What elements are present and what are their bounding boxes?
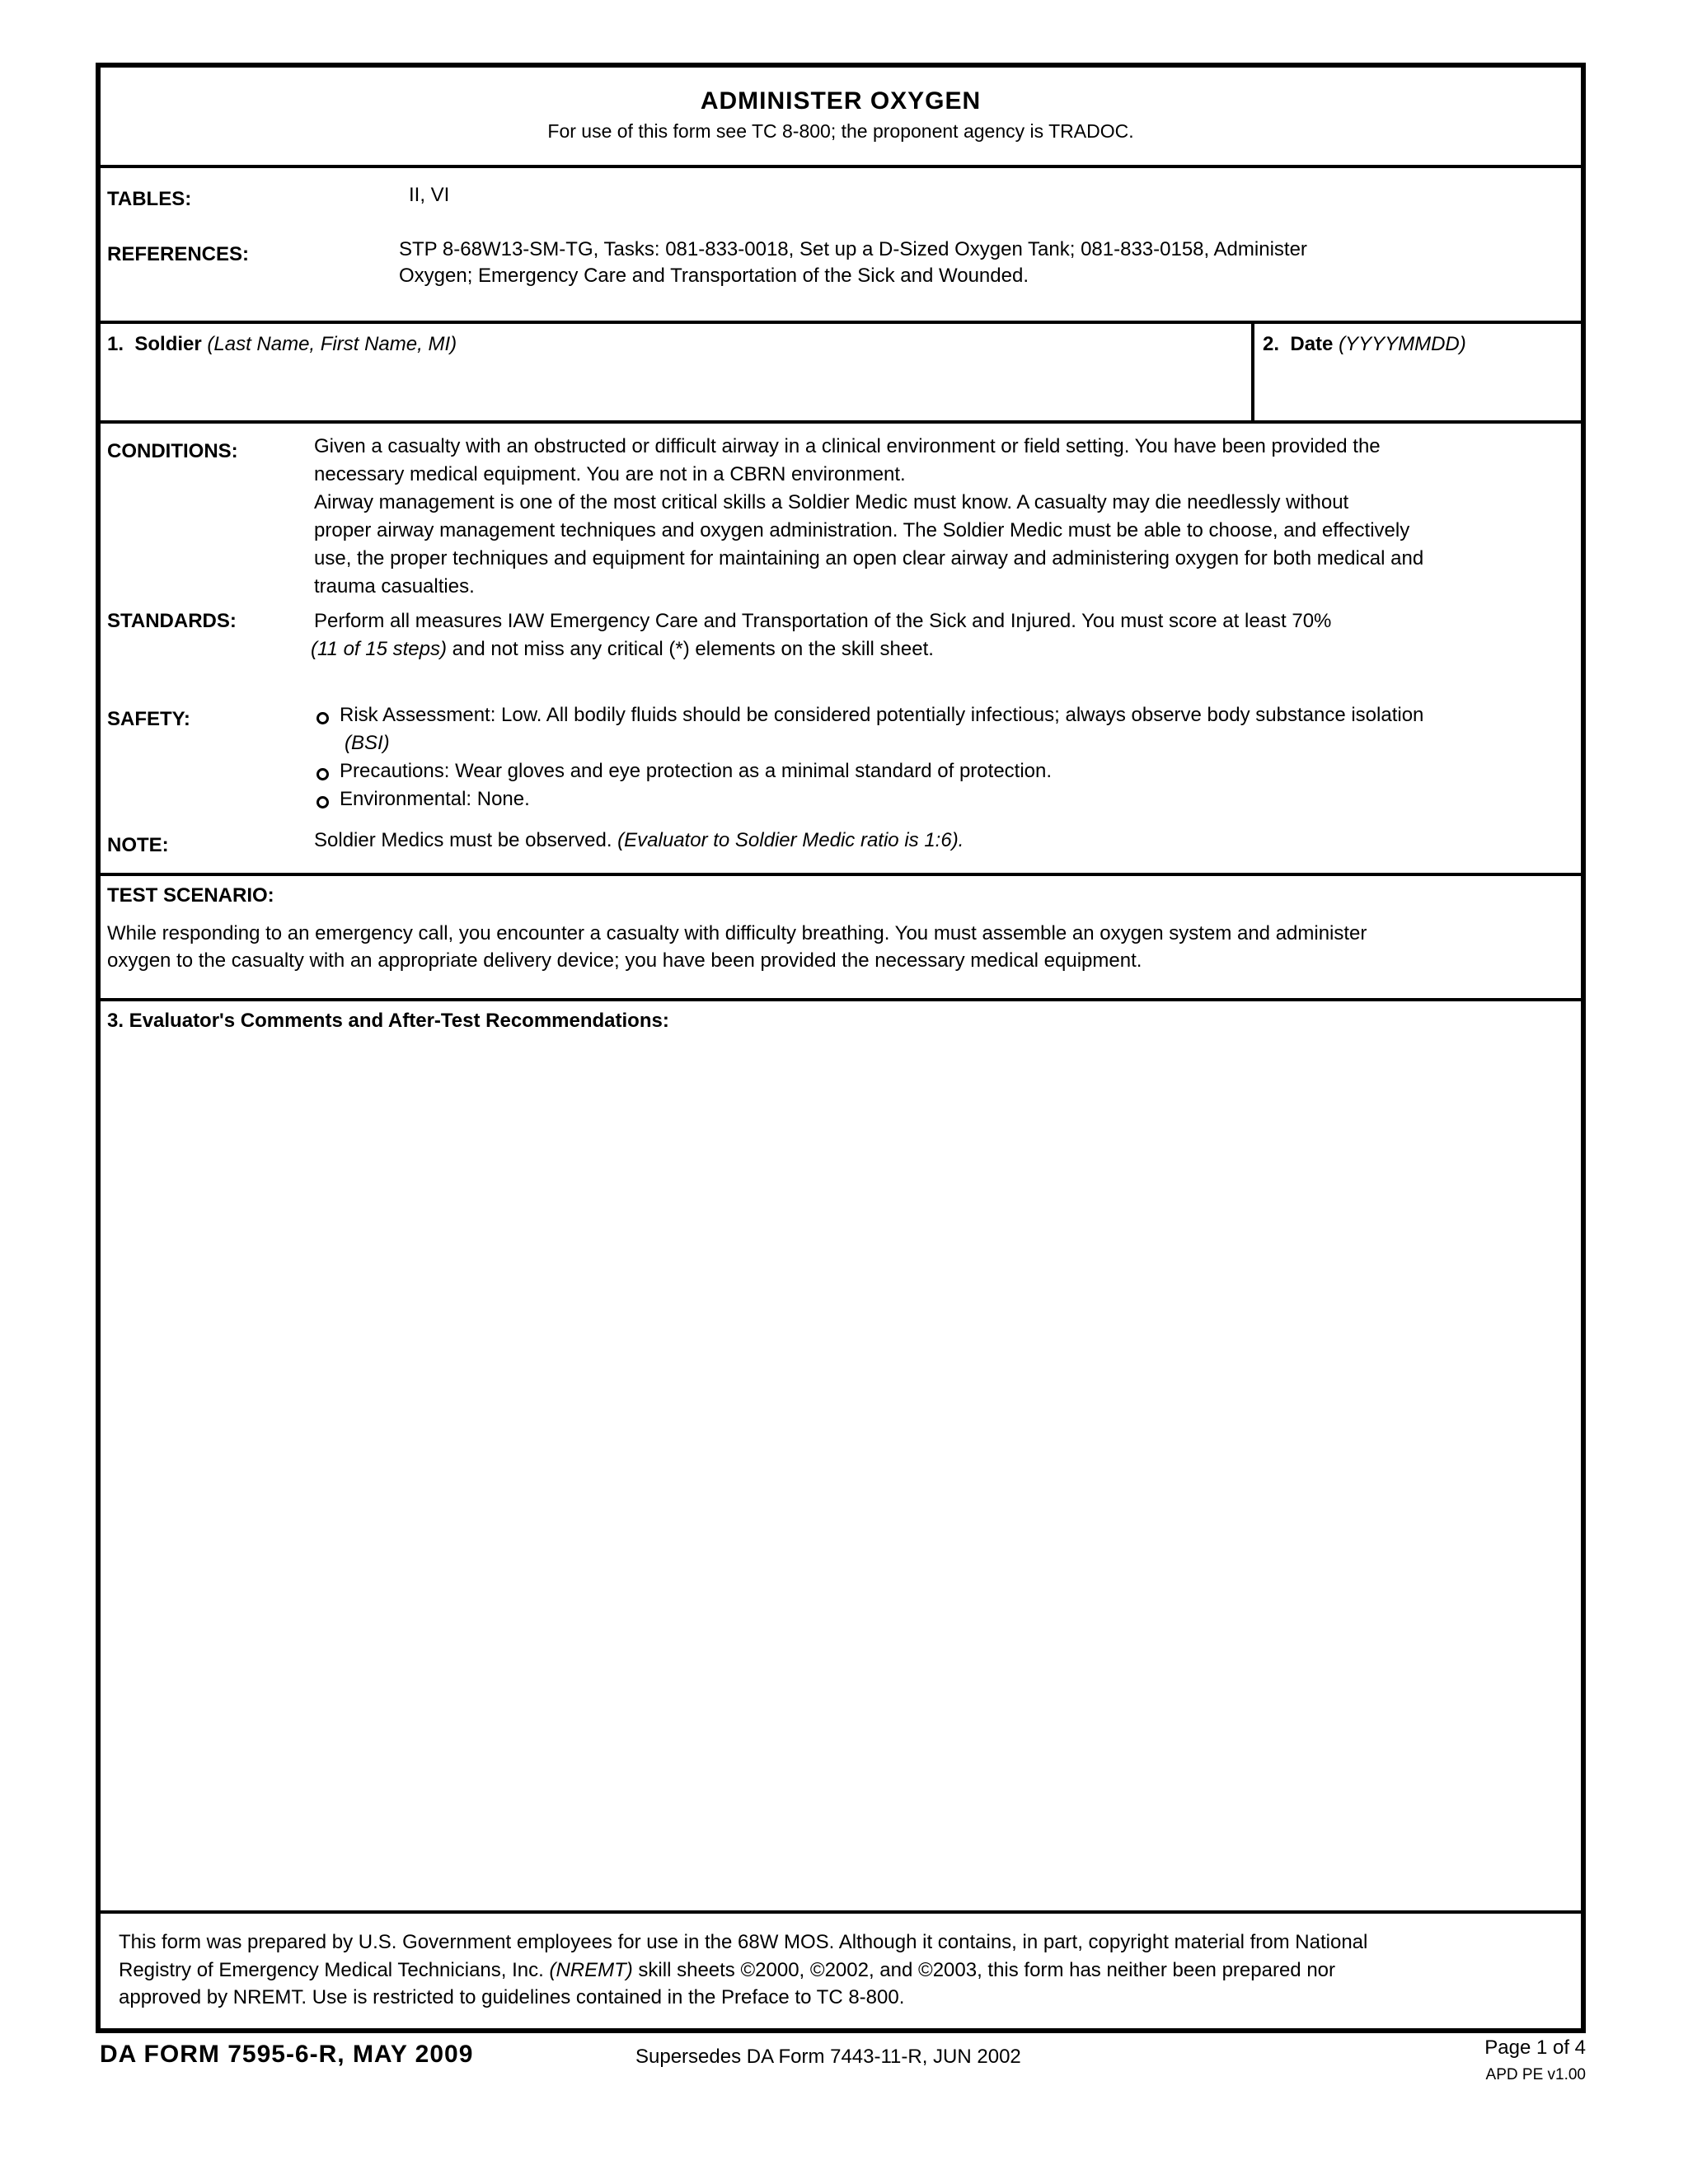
page-number: Page 1 of 4 bbox=[1484, 2036, 1586, 2059]
soldier-field-label: 1. Soldier (Last Name, First Name, MI) bbox=[107, 333, 457, 355]
conditions-label: CONDITIONS: bbox=[107, 440, 238, 462]
form-number: DA FORM 7595-6-R, MAY 2009 bbox=[100, 2041, 474, 2068]
form-subtitle: For use of this form see TC 8-800; the proponent agency is TRADOC. bbox=[547, 120, 1134, 142]
bullet-icon bbox=[316, 768, 329, 780]
safety-risk: Risk Assessment: Low. All bodily fluids should be considered potentially infectious; always observe body substance isolation bbox=[340, 704, 1424, 726]
conditions-line: use, the proper techniques and equipment for maintaining an open clear airway and administering oxygen for both medical and bbox=[314, 547, 1424, 569]
evaluator-comments-field[interactable] bbox=[101, 1040, 1581, 1889]
version-label: APD PE v1.00 bbox=[1485, 2066, 1586, 2083]
divider bbox=[101, 165, 1581, 168]
divider bbox=[101, 873, 1581, 876]
safety-precautions: Precautions: Wear gloves and eye protection as a minimal standard of protection. bbox=[340, 760, 1053, 782]
safety-risk-continued: (BSI) bbox=[345, 732, 390, 754]
safety-label: SAFETY: bbox=[107, 708, 190, 730]
supersedes-note: Supersedes DA Form 7443-11-R, JUN 2002 bbox=[635, 2046, 1021, 2068]
divider bbox=[101, 420, 1581, 424]
note-label: NOTE: bbox=[107, 834, 169, 856]
disclaimer-line-3: approved by NREMT. Use is restricted to guidelines contained in the Preface to TC 8-800. bbox=[119, 1986, 905, 2008]
soldier-field[interactable] bbox=[101, 324, 1254, 420]
disclaimer-line-2: Registry of Emergency Medical Technicians, Inc. (NREMT) skill sheets ©2000, ©2002, and ©2003, this form has neither been prepared nor bbox=[119, 1959, 1335, 1981]
references-line-1: STP 8-68W13-SM-TG, Tasks: 081-833-0018, Set up a D-Sized Oxygen Tank; 081-833-0158, Administer bbox=[399, 238, 1307, 260]
form-title: ADMINISTER OXYGEN bbox=[700, 87, 982, 115]
evaluator-comments-label: 3. Evaluator's Comments and After-Test Recommendations: bbox=[107, 1010, 669, 1032]
tables-label: TABLES: bbox=[107, 188, 192, 210]
standards-line-1: Perform all measures IAW Emergency Care and Transportation of the Sick and Injured. You must score at least 70% bbox=[314, 610, 1332, 632]
safety-environmental: Environmental: None. bbox=[340, 788, 530, 810]
bullet-icon bbox=[316, 796, 329, 808]
test-scenario-label: TEST SCENARIO: bbox=[107, 884, 274, 907]
scenario-line-2: oxygen to the casualty with an appropriate delivery device; you have been provided the necessary medical equipment. bbox=[107, 949, 1142, 972]
standards-label: STANDARDS: bbox=[107, 610, 237, 632]
conditions-line: proper airway management techniques and oxygen administration. The Soldier Medic must be able to choose, and effectively bbox=[314, 519, 1410, 541]
form-frame bbox=[96, 63, 1586, 2033]
bullet-icon bbox=[316, 712, 329, 724]
scenario-line-1: While responding to an emergency call, you encounter a casualty with difficulty breathing. You must assemble an oxygen system and administer bbox=[107, 922, 1367, 944]
references-label: REFERENCES: bbox=[107, 243, 250, 265]
standards-line-2: (11 of 15 steps) and not miss any critical (*) elements on the skill sheet. bbox=[311, 638, 934, 660]
conditions-line: trauma casualties. bbox=[314, 575, 475, 598]
conditions-line: necessary medical equipment. You are not in a CBRN environment. bbox=[314, 463, 906, 485]
date-field[interactable] bbox=[1254, 324, 1581, 420]
tables-value: II, VI bbox=[409, 184, 450, 206]
date-field-label: 2. Date (YYYYMMDD) bbox=[1263, 333, 1466, 355]
conditions-line: Airway management is one of the most critical skills a Soldier Medic must know. A casualty may die needlessly without bbox=[314, 491, 1349, 513]
conditions-line: Given a casualty with an obstructed or difficult airway in a clinical environment or field setting. You have been provided the bbox=[314, 435, 1381, 457]
divider bbox=[101, 998, 1581, 1001]
references-line-2: Oxygen; Emergency Care and Transportation of the Sick and Wounded. bbox=[399, 265, 1029, 287]
note-text: Soldier Medics must be observed. (Evaluator to Soldier Medic ratio is 1:6). bbox=[314, 829, 964, 851]
disclaimer-line-1: This form was prepared by U.S. Government employees for use in the 68W MOS. Although it contains, in part, copyright material from National bbox=[119, 1931, 1368, 1953]
divider bbox=[101, 1910, 1581, 1914]
